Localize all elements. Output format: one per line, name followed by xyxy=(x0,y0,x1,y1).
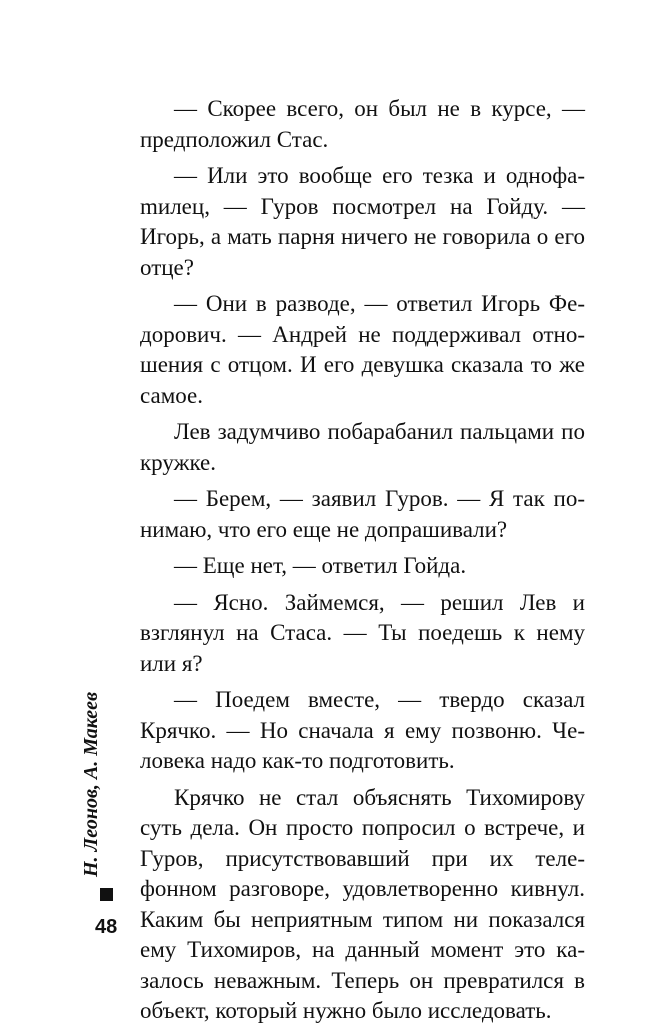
paragraph-2: — Или это вообще его тезка и однофаmилец, — Гуров посмотрел на Гойду. — Игорь, а мать парня ничего не говорила о его отце? xyxy=(140,163,585,280)
main-text xyxy=(140,94,585,1027)
paragraph-9: Крячко не стал объяснять Тихомирову суть дела. Он просто попросил о встрече, и Гуров, присутствовавший при их телефонном разговоре, удовлетворенно кивнул. Каким бы неприятным типом ни показался ему Тихомиров, на данный момент это казалось неважным. Теперь он превратился в объект, который нужно было исследовать. xyxy=(140,784,585,1023)
paragraph-4: Лев задумчиво побарабанил пальцами по кружке. xyxy=(140,419,585,475)
page-number: 48 xyxy=(95,916,118,938)
paragraph-3: — Они в разводе, — ответил Игорь Федорович. — Андрей не поддерживал отношения с отцом. И его девушка сказала то же самое. xyxy=(140,291,585,408)
square-marker-icon xyxy=(100,888,113,901)
paragraph-6: — Еще нет, — ответил Гойда. xyxy=(174,553,467,578)
paragraph-8: — Поедем вместе, — твердо сказал Крячко. — Но сначала я ему позвоню. Человека надо как-то подготовить. xyxy=(140,687,585,773)
paragraph-1: — Скорее всего, он был не в курсе, — предположил Стас. xyxy=(140,96,585,152)
running-head-authors: Н. Леонов, А. Макеев xyxy=(80,692,102,877)
paragraph-5: — Берем, — заявил Гуров. — Я так понимаю, что его еще не допрашивали? xyxy=(140,486,585,542)
paragraph-7: — Ясно. Займемся, — решил Лев и взглянул на Стаса. — Ты поедешь к нему или я? xyxy=(140,589,585,676)
